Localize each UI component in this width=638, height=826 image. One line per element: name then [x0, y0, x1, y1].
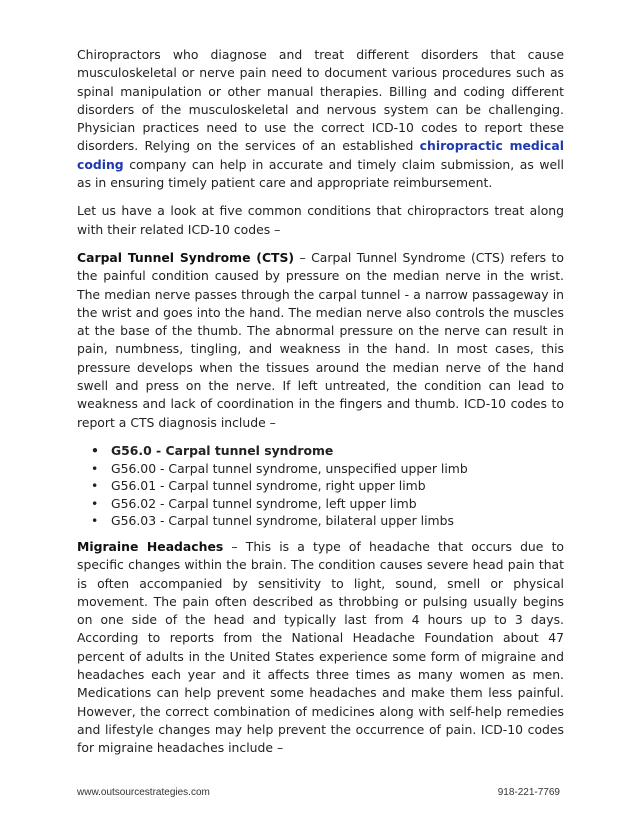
- code-text: G56.03 - Carpal tunnel syndrome, bilateral upper limbs: [111, 513, 454, 529]
- bullet-icon: •: [91, 478, 99, 494]
- code-text: G56.02 - Carpal tunnel syndrome, left upper limb: [111, 495, 417, 511]
- bullet-icon: •: [91, 460, 99, 476]
- lead-in-paragraph: Let us have a look at five common conditions that chiropractors treat along with their related ICD-10 codes –: [77, 203, 564, 237]
- migraine-body: – This is a type of headache that occurs due to specific changes within the brain. The condition causes severe head pain that is often accompanied by sensitivity to light, sound, smell or physical movement. The pain often described as throbbing or pulsing usually begins on one side of the head and typically last from 4 hours up to 3 days. According to reports from the National Headache Foundation about 47 percent of adults in the United States experience some form of migraine and headaches each year and it affects three times as many women as men. Medications can help prevent some headaches and make them less painful. However, the correct combination of medicines along with self-help remedies and lifestyle changes may help prevent the occurrence of pain. ICD-10 codes for migraine headaches include –: [77, 538, 565, 756]
- intro-text: Chiropractors who diagnose and treat different disorders that cause musculoskeletal or nerve pain need to document various procedures such as spinal manipulation or other manual therapies. Billing and coding different disorders of the musculoskeletal and nervous system can be challenging. Physician practices need to use the correct ICD-10 codes to report these disorders. Relying on the services of an established: [77, 47, 564, 154]
- cts-body: – Carpal Tunnel Syndrome (CTS) refers to the painful condition caused by pressure on the median nerve in the wrist. The median nerve passes through the carpal tunnel - a narrow passageway in the wrist and goes into the hand. The median nerve also controls the muscles at the base of the thumb. The abnormal pressure on the nerve can result in pain, numbness, tingling, and weakness in the hand. In most cases, this pressure develops when the tissues around the median nerve of the hand swell and press on the nerve. If left untreated, the condition can lead to weakness and lack of coordination in the fingers and thumb. ICD-10 codes to report a CTS diagnosis include –: [77, 249, 564, 430]
- bullet-icon: •: [91, 495, 99, 511]
- intro-paragraph: [77, 46, 564, 192]
- code-text: G56.0 - Carpal tunnel syndrome: [111, 442, 334, 458]
- cts-paragraph: [77, 249, 564, 432]
- list-item: [91, 512, 564, 530]
- code-text: G56.01 - Carpal tunnel syndrome, right upper limb: [111, 478, 426, 494]
- list-item: [91, 442, 564, 460]
- footer-url[interactable]: www.outsourcestrategies.com: [77, 787, 210, 798]
- chiropractic-coding-link[interactable]: chiropractic medical coding: [77, 138, 564, 172]
- bullet-icon: •: [91, 513, 99, 529]
- document-body: [77, 46, 564, 767]
- migraine-heading: Migraine Headaches: [77, 538, 224, 554]
- cts-code-list: [77, 442, 564, 530]
- code-text: G56.00 - Carpal tunnel syndrome, unspecified upper limb: [111, 460, 468, 476]
- list-item: [91, 495, 564, 513]
- bullet-icon: •: [91, 442, 99, 458]
- cts-heading: Carpal Tunnel Syndrome (CTS): [77, 249, 295, 265]
- list-item: [91, 460, 564, 478]
- intro-text-end: company can help in accurate and timely claim submission, as well as in ensuring timely patient care and appropriate reimbursement.: [77, 156, 564, 191]
- footer-phone: 918-221-7769: [497, 787, 560, 798]
- migraine-paragraph: [77, 538, 564, 758]
- list-item: [91, 477, 564, 495]
